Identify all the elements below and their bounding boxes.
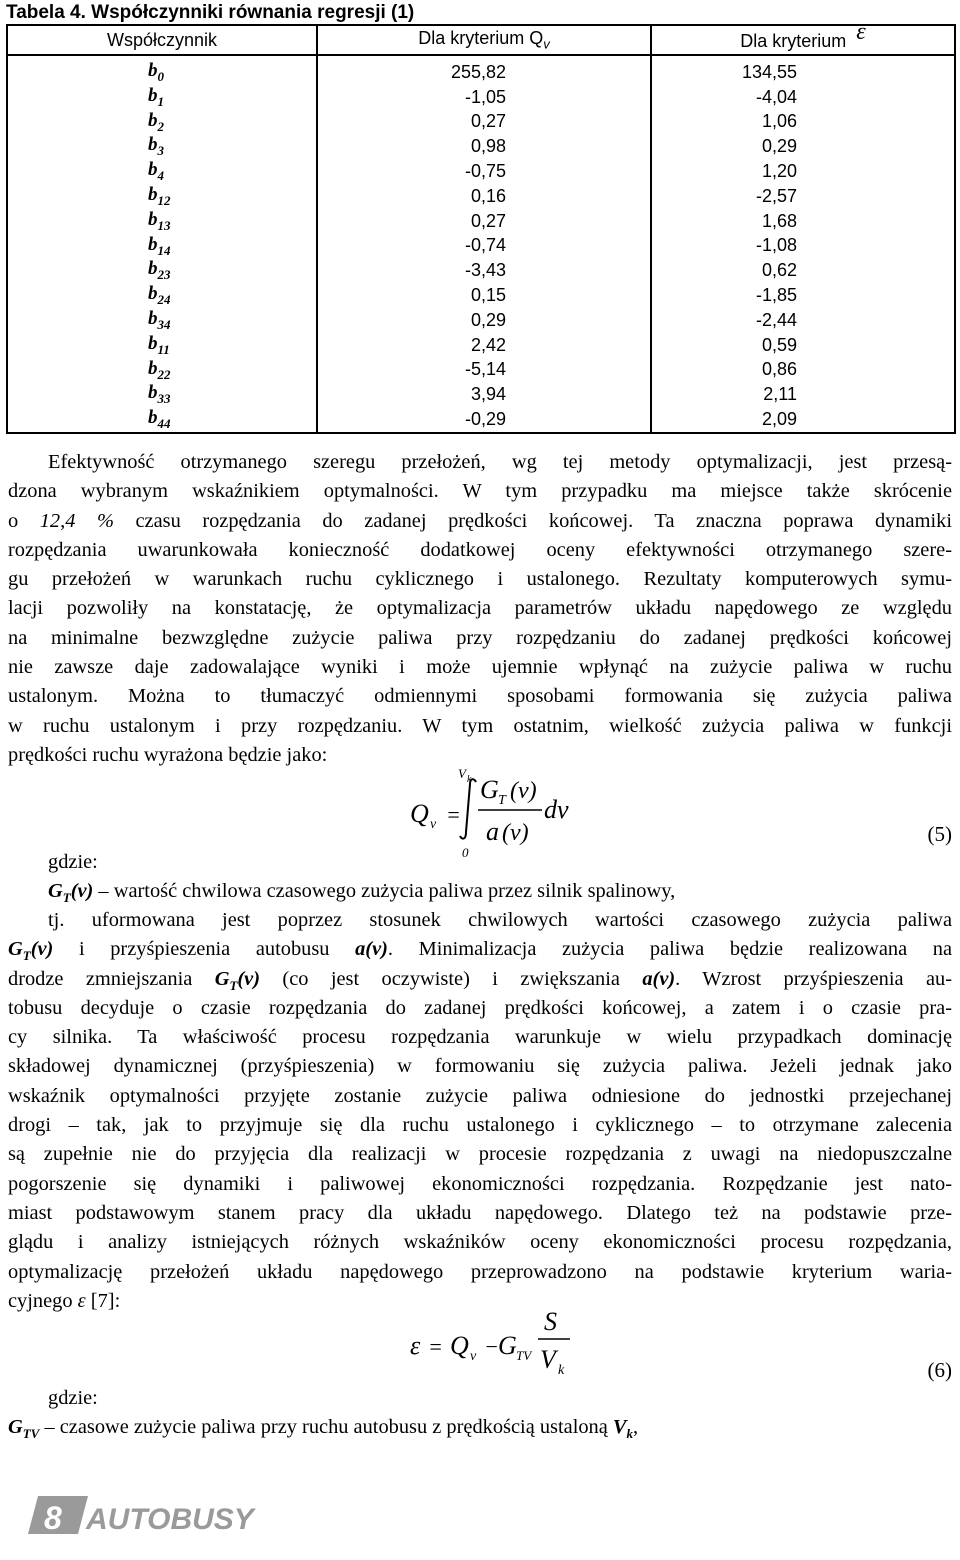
eq6-q-sub: v: [470, 1349, 477, 1364]
header-eps-label: Dla kryterium: [740, 30, 847, 51]
def1-symbol: G: [48, 880, 63, 902]
coefficient-name: [7, 333, 317, 358]
eq5-lhs-sub: v: [430, 817, 437, 832]
gdzie-1: [8, 848, 952, 877]
table-row: [7, 184, 955, 209]
coefficient-name: [7, 358, 317, 383]
coefficient-name: [7, 134, 317, 159]
value-qv: 0,27: [317, 110, 651, 135]
paragraph-line: składowej dynamicznej (przyśpieszenia) w formowaniu się zużycia paliwa. Jeżeli jednak jako: [8, 1055, 952, 1078]
paragraph-2: [8, 906, 952, 1316]
paragraph-line: ustalonym. Można to tłumaczyć odmiennymi sposobami formowania się zużycia paliwa: [8, 685, 952, 708]
paragraph-line: pogorszenie się dynamiki i paliwowej ekonomiczności rozpędzania. Rozpędzanie jest nato-: [8, 1172, 952, 1195]
value-eps: -2,57: [651, 184, 955, 209]
coefficient-name: [7, 159, 317, 184]
eq5-den: a: [486, 817, 499, 846]
value-eps: -1,08: [651, 234, 955, 259]
coefficient-base: b: [148, 258, 158, 280]
eq6-q: Q: [450, 1331, 469, 1360]
header-criterion-qv: [317, 25, 651, 55]
coefficient-name: [7, 209, 317, 234]
value-qv: 2,42: [317, 333, 651, 358]
paragraph-line: dzona wybranym wskaźnikiem optymalności. W tym przypadku ma miejsce także skrócenie: [8, 480, 952, 503]
coefficient-name: [7, 55, 317, 85]
eq5-lhs: Q: [410, 799, 429, 828]
coefficient-name: [7, 110, 317, 135]
paragraph-line: miast podstawowym stanem pracy dla układu napędowego. Dlatego też na podstawie prze-: [8, 1201, 952, 1224]
eq5-lower: 0: [462, 845, 469, 860]
coefficient-base: b: [148, 134, 158, 156]
equation-5-graphic: [410, 760, 610, 860]
eq6-equals: =: [428, 1334, 443, 1359]
table-header-row: [7, 25, 955, 55]
equation-5-number: (5): [927, 822, 952, 846]
table-row: [7, 159, 955, 184]
page-number: 8: [44, 1500, 62, 1536]
definition-1-line: [8, 877, 952, 906]
def2-text: – czasowe zużycie paliwa przy ruchu autobusu z prędkością ustaloną: [39, 1416, 613, 1438]
table-row: [7, 258, 955, 283]
journal-logo: [28, 1492, 268, 1543]
def1-arg: (v): [70, 880, 94, 902]
paragraph-line: tobusu decyduje o czasie rozpędzania do zadanej prędkości końcowej, a zatem i o czasie pra-: [8, 996, 952, 1019]
value-qv: 0,98: [317, 134, 651, 159]
equation-6: [410, 1306, 580, 1386]
definition-2: [8, 1413, 952, 1442]
paragraph-line: są zupełnie nie do przyjęcia dla realizacji w procesie rozpędzania z uwagi na niedopuszczalne: [8, 1143, 952, 1166]
coefficient-sub: 0: [157, 68, 164, 84]
coefficient-name: [7, 234, 317, 259]
paragraph-line: tj. uformowana jest poprzez stosunek chwilowych wartości czasowego zużycia paliwa: [48, 909, 952, 931]
value-eps: -2,44: [651, 308, 955, 333]
value-eps: -1,85: [651, 283, 955, 308]
def1-text: – wartość chwilowa czasowego zużycia paliwa przez silnik spalinowy,: [93, 880, 676, 902]
coefficient-sub: 4: [157, 167, 164, 183]
value-eps: 0,29: [651, 134, 955, 159]
table-row: [7, 333, 955, 358]
paragraph-line: wskaźnik optymalności przyjęte zostanie zużycie paliwa odniesione do jednostki przejechanej: [8, 1084, 952, 1107]
paragraph-line: gu przełożeń w warunkach ruchu cyklicznego i ustalonego. Rezultaty komputerowych symu-: [8, 568, 952, 591]
coefficient-base: b: [148, 307, 158, 329]
value-qv: 3,94: [317, 382, 651, 407]
eq6-g-sub: TV: [516, 1348, 532, 1363]
coefficient-sub: 33: [157, 391, 171, 407]
value-qv: 255,82: [317, 55, 651, 85]
def2-v-sub: k: [626, 1426, 634, 1442]
coefficient-base: b: [148, 109, 158, 131]
eq6-lhs: ε: [410, 1331, 421, 1360]
coefficient-sub: 3: [157, 143, 164, 159]
eq6-g: G: [498, 1331, 517, 1360]
def2-sub: TV: [22, 1426, 40, 1442]
paragraph-line: drodze zmniejszania $G_T(v)$ (co jest oczywiste) i zwiększania a(v). Wzrost przyśpieszenia au-: [8, 967, 953, 993]
table-row: [7, 134, 955, 159]
coefficient-sub: 13: [157, 217, 171, 233]
paragraph-line: Efektywność otrzymanego szeregu przełożeń, wg tej metody optymalizacji, jest przesą-: [48, 451, 952, 473]
coefficient-name: [7, 283, 317, 308]
coefficient-base: b: [148, 332, 158, 354]
table-caption: Tabela 4. Współczynniki równania regresji (1): [6, 2, 415, 23]
journal-logo-graphic: [28, 1492, 268, 1538]
coefficient-base: b: [148, 382, 158, 404]
header-qv-sub: v: [543, 36, 550, 52]
value-qv: 0,15: [317, 283, 651, 308]
equation-5: [410, 760, 610, 860]
table-row: [7, 234, 955, 259]
equation-6-number: (6): [927, 1358, 952, 1382]
coefficient-sub: 11: [157, 341, 170, 357]
journal-name: AUTOBUSY: [86, 1503, 254, 1536]
paragraph-line: nie zawsze daje zadowalające wyniki i może ujemnie wpłynąć na zużycie paliwa w ruchu: [8, 656, 952, 679]
definition-2-line: [8, 1413, 952, 1442]
gdzie-2: [8, 1384, 952, 1413]
paragraph-line: prędkości ruchu wyrażona będzie jako:: [8, 743, 328, 766]
coefficient-name: [7, 258, 317, 283]
paragraph-line: o 12,4 % czasu rozpędzania do zadanej prędkości końcowej. Ta znaczna poprawa dynamiki: [8, 509, 952, 532]
coefficient-sub: 1: [157, 93, 164, 109]
header-coefficient: Współczynnik: [7, 25, 317, 55]
gdzie-2-text: gdzie:: [48, 1387, 98, 1409]
table-row: [7, 407, 955, 433]
coefficient-name: [7, 308, 317, 333]
value-eps: 1,68: [651, 209, 955, 234]
eq6-den: V: [540, 1345, 556, 1374]
coefficient-base: b: [148, 233, 158, 255]
paragraph-line: $G_T(v)$ i przyśpieszenia autobusu a(v). Minimalizacja zużycia paliwa będzie realizowana na: [8, 938, 952, 964]
coefficient-name: [7, 85, 317, 110]
coefficient-sub: 34: [157, 316, 171, 332]
eq5-upper: V: [458, 766, 466, 781]
header-criterion-eps: [651, 18, 955, 55]
value-qv: 0,27: [317, 209, 651, 234]
coefficient-sub: 2: [157, 118, 164, 134]
coefficient-sub: 24: [157, 291, 171, 307]
coefficient-name: [7, 184, 317, 209]
coefficient-base: b: [148, 159, 158, 181]
eq5-num-sub: T: [498, 793, 506, 808]
coefficient-sub: 23: [157, 267, 171, 283]
def2-v: V: [612, 1416, 627, 1438]
coefficient-base: b: [148, 84, 158, 106]
coefficient-base: b: [148, 60, 158, 81]
coefficient-name: [7, 382, 317, 407]
paragraph-line: cyjnego ε [7]:: [8, 1289, 121, 1312]
definition-1: [8, 877, 952, 906]
value-eps: 0,62: [651, 258, 955, 283]
table-body: [7, 55, 955, 433]
value-eps: 2,09: [651, 407, 955, 433]
equation-6-graphic: [410, 1306, 580, 1386]
coefficient-sub: 14: [157, 242, 171, 258]
value-qv: -0,29: [317, 407, 651, 433]
table-row: [7, 308, 955, 333]
eq5-upper-sub: k: [467, 774, 472, 785]
coefficient-base: b: [148, 208, 158, 230]
eq5-dv: dv: [544, 795, 569, 824]
paragraph-1: [8, 448, 952, 770]
value-qv: 0,29: [317, 308, 651, 333]
eq5-equals: =: [446, 802, 461, 827]
paragraph-line: rozpędzania uwarunkowała konieczność dodatkowej oceny efektywności otrzymanego szere-: [8, 538, 952, 561]
table-row: [7, 110, 955, 135]
paragraph-line: w ruchu ustalonym i przy rozpędzaniu. W tym ostatnim, wielkość zużycia paliwa w funkcji: [8, 714, 952, 737]
table-row: [7, 358, 955, 383]
table-row: [7, 55, 955, 85]
def1-sub: T: [62, 890, 71, 906]
eq5-num: G: [480, 775, 499, 804]
value-eps: 134,55: [651, 55, 955, 85]
coefficient-base: b: [148, 183, 158, 205]
integral-sign: [460, 779, 476, 838]
paragraph-line: drogi – tak, jak to przyjmuje się dla ruchu ustalonego i cyklicznego – to otrzymane zalecenia: [8, 1114, 952, 1137]
table-row: [7, 283, 955, 308]
coefficients-table: [6, 18, 956, 434]
coefficient-sub: 44: [157, 415, 171, 431]
header-eps-symbol: ε: [856, 18, 866, 45]
value-qv: -0,74: [317, 234, 651, 259]
value-qv: -3,43: [317, 258, 651, 283]
coefficient-sub: 22: [157, 366, 171, 382]
paragraph-line: cy silnika. Ta właściwość procesu rozpędzania warunkuje w wielu przypadkach dominację: [8, 1026, 952, 1049]
def2-symbol: G: [8, 1416, 23, 1438]
coefficient-base: b: [148, 407, 158, 429]
paragraph-line: optymalizację przełożeń układu napędowego przeprowadzono na podstawie kryterium waria-: [8, 1260, 952, 1283]
eq6-minus: −: [484, 1334, 499, 1359]
table-row: [7, 85, 955, 110]
coefficient-name: [7, 407, 317, 433]
eq5-den-arg: (v): [502, 820, 529, 846]
eq6-num: S: [544, 1307, 557, 1336]
eq5-num-arg: (v): [510, 778, 537, 804]
table-row: [7, 209, 955, 234]
header-qv-label: Dla kryterium Q: [418, 28, 544, 49]
coefficient-sub: 12: [157, 192, 171, 208]
value-eps: -4,04: [651, 85, 955, 110]
gdzie-1-text: gdzie:: [48, 851, 98, 873]
value-eps: 1,20: [651, 159, 955, 184]
eq6-den-sub: k: [558, 1363, 565, 1378]
table-row: [7, 382, 955, 407]
paragraph-line: glądu i analizy istniejących różnych wskaźników oceny ekonomiczności procesu rozpędzania,: [8, 1231, 952, 1254]
value-eps: 1,06: [651, 110, 955, 135]
def2-tail: ,: [633, 1416, 639, 1438]
value-eps: 0,59: [651, 333, 955, 358]
value-qv: 0,16: [317, 184, 651, 209]
value-qv: -5,14: [317, 358, 651, 383]
paragraph-line: lacji pozwoliły na konstatację, że optymalizacja parametrów układu napędowego ze względu: [8, 597, 952, 620]
coefficient-base: b: [148, 283, 158, 305]
paragraph-line: na minimalne bezwzględne zużycie paliwa przy rozpędzaniu do zadanej prędkości końcowej: [8, 626, 952, 649]
value-qv: -1,05: [317, 85, 651, 110]
value-qv: -0,75: [317, 159, 651, 184]
value-eps: 0,86: [651, 358, 955, 383]
value-eps: 2,11: [651, 382, 955, 407]
coefficient-base: b: [148, 357, 158, 379]
